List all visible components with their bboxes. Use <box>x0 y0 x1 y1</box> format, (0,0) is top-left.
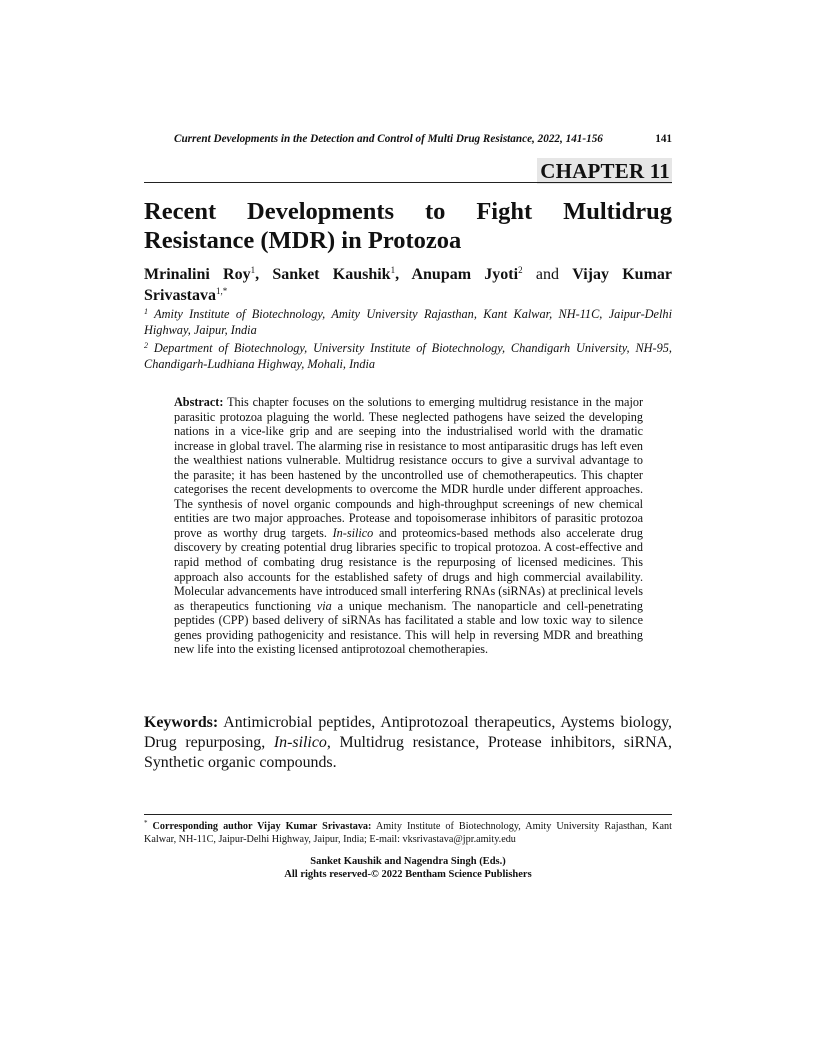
title-word: to <box>424 198 446 225</box>
abstract-text: and proteomics-based methods also accelerate drug discovery by creating potential drug libraries specific to tropical protozoa. A cost-effective and rapid method of combating drug resistance is the repurposing of licensed medicines. This approach also accounts for the established safety of drugs and high commercial availability. Molecular advancements have introduced small interfering RNAs (siRNAs) at preclinical levels as therapeutics functioning <box>174 525 643 613</box>
keywords-text: Antimicrobial peptides, Antiprotozoal therapeutics, Aystems biology, Drug repurposing, <box>144 714 672 751</box>
title-line-2: Resistance (MDR) in Protozoa <box>144 227 462 254</box>
author-affil-sup: 1 <box>250 265 256 275</box>
running-head <box>174 133 672 145</box>
abstract-text: a unique mechanism. The nanoparticle and cell-penetrating peptides (CPP) based delivery of siRNAs has facilitated a stable and low toxic way to silence genes providing pathogenicity and resistance. This will help in reversing MDR and breathing new life into the existing licensed antiprotozoal chemotherapies. <box>174 598 643 657</box>
chapter-label: CHAPTER 11 <box>537 158 672 184</box>
editors-line: Sanket Kaushik and Nagendra Singh (Eds.) <box>310 856 506 867</box>
title-word: Multidrug <box>563 198 672 225</box>
author-name: Mrinalini Roy <box>144 266 251 283</box>
abstract-italic: via <box>316 598 332 613</box>
author-affil-sup: 1,* <box>216 286 228 296</box>
author-name: Anupam Jyoti <box>411 266 519 283</box>
author-conjunction: and <box>522 266 573 283</box>
rights-line: All rights reserved-© 2022 Bentham Science Publishers <box>284 869 532 880</box>
author-list: Mrinalini Roy$^1$, Sanket Kaushik$^1$, Anupam Jyoti$^2$ and Vijay Kumar Srivastava$^{1,*}$ <box>144 265 673 304</box>
footnote-text: Amity Institute of Biotechnology, Amity University Rajasthan, Kant Kalwar, NH-11C, Jaipur-Delhi Highway, Jaipur, India; E-mail: vksrivastava@jpr.amity.edu <box>144 821 672 845</box>
abstract-label: Abstract: <box>174 395 224 409</box>
title-word: Recent <box>144 198 217 225</box>
footnote-label: Corresponding author Vijay Kumar Srivastava: <box>152 821 372 832</box>
author-name: Vijay Kumar Srivastava <box>144 266 673 304</box>
header-rule <box>144 182 672 183</box>
footnote-marker: * <box>144 819 148 827</box>
keywords-text: , Multidrug resistance, Protease inhibitors, siRNA, Synthetic organic compounds. <box>144 734 673 771</box>
affiliation-sup: 1 <box>144 307 148 316</box>
affiliation-1 <box>144 306 672 338</box>
footnote <box>144 820 672 846</box>
affiliation-text: Amity Institute of Biotechnology, Amity University Rajasthan, Kant Kalwar, NH-11C, Jaipur-Delhi Highway, Jaipur, India <box>144 307 672 337</box>
publisher-info <box>144 855 672 881</box>
author-affil-sup: 1 <box>390 265 396 275</box>
title-word: Developments <box>247 198 395 225</box>
title-word: Fight <box>476 198 533 225</box>
abstract-text: This chapter focuses on the solutions to emerging multidrug resistance in the major parasitic protozoa plaguing the world. These neglected pathogens have seized the developing nations in a vice-like grip and are seeping into the industrialised world with the dramatic increase in global travel. The alarming rise in resistance to most antiparasitic drugs has left even the wealthiest nations vulnerable. Multidrug resistance occurs to give a survival advantage to the parasite; it has been hastened by the uncontrolled use of chemotherapeutics. This chapter categorises the recent developments to overcome the MDR hurdle under different approaches. The synthesis of novel organic compounds and high-throughput screenings of new chemical entities are two major approaches. Protease and topoisomerase inhibitors of parasitic protozoa prove as worthy drug targets. <box>174 395 643 540</box>
title-line-1 <box>144 197 672 226</box>
journal-citation: Current Developments in the Detection and Control of Multi Drug Resistance, 2022, 141-156 <box>174 133 603 145</box>
affiliation-sup: 2 <box>144 341 148 350</box>
abstract <box>174 395 643 657</box>
author-affil-sup: 2 <box>518 265 523 275</box>
keywords-italic: In-silico <box>273 734 327 751</box>
footnote-rule <box>144 814 672 815</box>
chapter-title <box>144 197 672 255</box>
keywords <box>144 713 672 773</box>
page-number: 141 <box>655 133 672 145</box>
affiliation-text: Department of Biotechnology, University Institute of Biotechnology, Chandigarh University, NH-95, Chandigarh-Ludhiana Highway, Mohali, India <box>144 341 672 371</box>
affiliation-2 <box>144 340 672 372</box>
abstract-italic: In-silico <box>332 525 374 540</box>
author-name: Sanket Kaushik <box>272 266 391 283</box>
keywords-label: Keywords: <box>144 714 219 731</box>
